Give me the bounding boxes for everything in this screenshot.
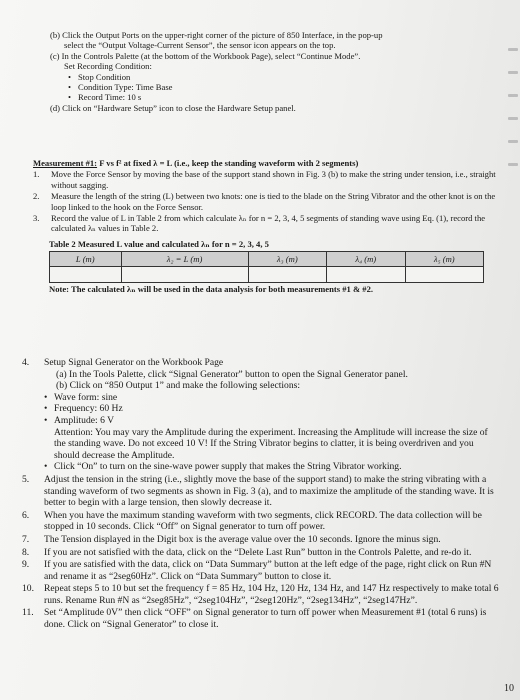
setup-continuation (50, 30, 480, 113)
bullet-frequency: • Frequency: 60 Hz (22, 403, 500, 415)
list-item: 5. Adjust the tension in the string (i.e., slightly move the base of the support stand) to make the string vibrating with a standing waveform of two segments as shown in Fig. 3 (a), and to maximize the amplitude of the standing wave. It is better to begin with a large tension, then slowly decrease it. (22, 473, 494, 509)
list-item: 3. Record the value of L in Table 2 from which calculate λₙ for n = 2, 3, 4, 5 segments of standing wave using Eq. (1), record the calculated λₙ values in Table 2. (33, 213, 486, 234)
list-item: 6. When you have the maximum standing waveform with two segments, click RECORD. The data collection will be stopped in 10 seconds. Click “Off” on Signal generator to turn off power. (22, 509, 482, 533)
edge-marks (504, 28, 520, 166)
table-cell[interactable] (248, 267, 326, 283)
step-c-cont: Set Recording Condition: (64, 61, 152, 72)
measurement-label: Measurement #1: (33, 158, 98, 168)
bullet-condition: • Condition Type: Time Base (50, 82, 480, 92)
step-4b: (b) Click on “850 Output 1” and make the following selections: (56, 380, 301, 392)
list-item: 2. Measure the length of the string (L) between two knots: one is tied to the blade on the String Vibrator and the other knot is on the loop linked to the hook on the Force Sensor. (33, 191, 496, 212)
table-cell[interactable] (121, 267, 248, 283)
bullet-waveform: • Wave form: sine (22, 392, 500, 404)
table-header: L (m) (50, 252, 122, 267)
table-header: λ₃ (m) (248, 252, 326, 267)
measurement-title: F vs f² at fixed λ = L (i.e., keep the standing waveform with 2 segments) (97, 158, 359, 168)
step-b: (b) Click the Output Ports on the upper-right corner of the picture of 850 Interface, in the pop-up (50, 30, 383, 40)
list-item: 9. If you are satisfied with the data, click on “Data Summary” button at the left edge of the page, right click on Run #N and rename it as “2seg60Hz”. Click on “Data Summary” button to close it. (22, 559, 492, 582)
table-caption: Table 2 Measured L value and calculated λₙ for n = 2, 3, 4, 5 (49, 238, 269, 249)
list-item: 4. Setup Signal Generator on the Workbook Page (22, 357, 224, 368)
list-item: 1. Move the Force Sensor by moving the base of the support stand shown in Fig. 3 (b) to make the string under tension, i.e., straight without sagging. (33, 169, 496, 190)
table-header: λ₄ (m) (327, 252, 405, 267)
page-number: 10 (504, 682, 514, 694)
step-4a: (a) In the Tools Palette, click “Signal Generator” button to open the Signal Generator panel. (56, 368, 408, 380)
bullet-amplitude: • Amplitude: 6 V (22, 415, 500, 427)
table-cell[interactable] (50, 267, 122, 283)
step-c: (c) In the Controls Palette (at the bottom of the Workbook Page), select “Continue Mode”. (50, 50, 361, 61)
table-header: λ₅ (m) (405, 252, 484, 267)
step-d: (d) Click on “Hardware Setup” icon to close the Hardware Setup panel. (50, 102, 296, 113)
list-item: 7. The Tension displayed in the Digit box is the average value over the 10 seconds. Ignore the minus sign. (22, 533, 441, 545)
table-cell[interactable] (405, 267, 484, 283)
procedure-steps (22, 356, 500, 631)
measurement-section (33, 158, 498, 298)
bullet-stop: • Stop Condition (50, 72, 480, 82)
list-item: 11. Set “Amplitude 0V” then click “OFF” on Signal generator to turn off power when Measurement #1 (total 6 runs) is done. Click on “Signal Generator” to close it. (22, 607, 487, 631)
table-row (50, 267, 484, 283)
step-b-cont: select the “Output Voltage-Current Sensor”, the sensor icon appears on the top. (64, 40, 336, 51)
table-header: λ₂ = L (m) (121, 252, 248, 267)
list-item: 8. If you are not satisfied with the data, click on the “Delete Last Run” button in the Controls Palette, and re-do it. (22, 546, 472, 558)
bullet-record-time: • Record Time: 10 s (50, 92, 480, 102)
measurement-heading (33, 158, 498, 168)
table-cell[interactable] (327, 267, 405, 283)
attention-text: Attention: You may vary the Amplitude during the experiment. Increasing the Amplitude will increase the size of the standing wave. Do not exceed 10 V! If the String Vibrator begins to clatter, it is being overdriven and you should decrease the Amplitude. (54, 426, 488, 461)
list-item: 10. Repeat steps 5 to 10 but set the frequency f = 85 Hz, 104 Hz, 120 Hz, 134 Hz, and 147 Hz respectively to make total 6 runs. Rename Run #N as “2seg85Hz”, “2seg104Hz”, “2seg120Hz”, “2seg134Hz”, “2seg147Hz”. (22, 583, 499, 606)
table-note: Note: The calculated λₙ will be used in the data analysis for both measurements #1 & #2. (49, 284, 374, 295)
table-2 (49, 251, 484, 283)
bullet-on: • Click “On” to turn on the sine-wave power supply that makes the String Vibrator working. (22, 461, 500, 473)
